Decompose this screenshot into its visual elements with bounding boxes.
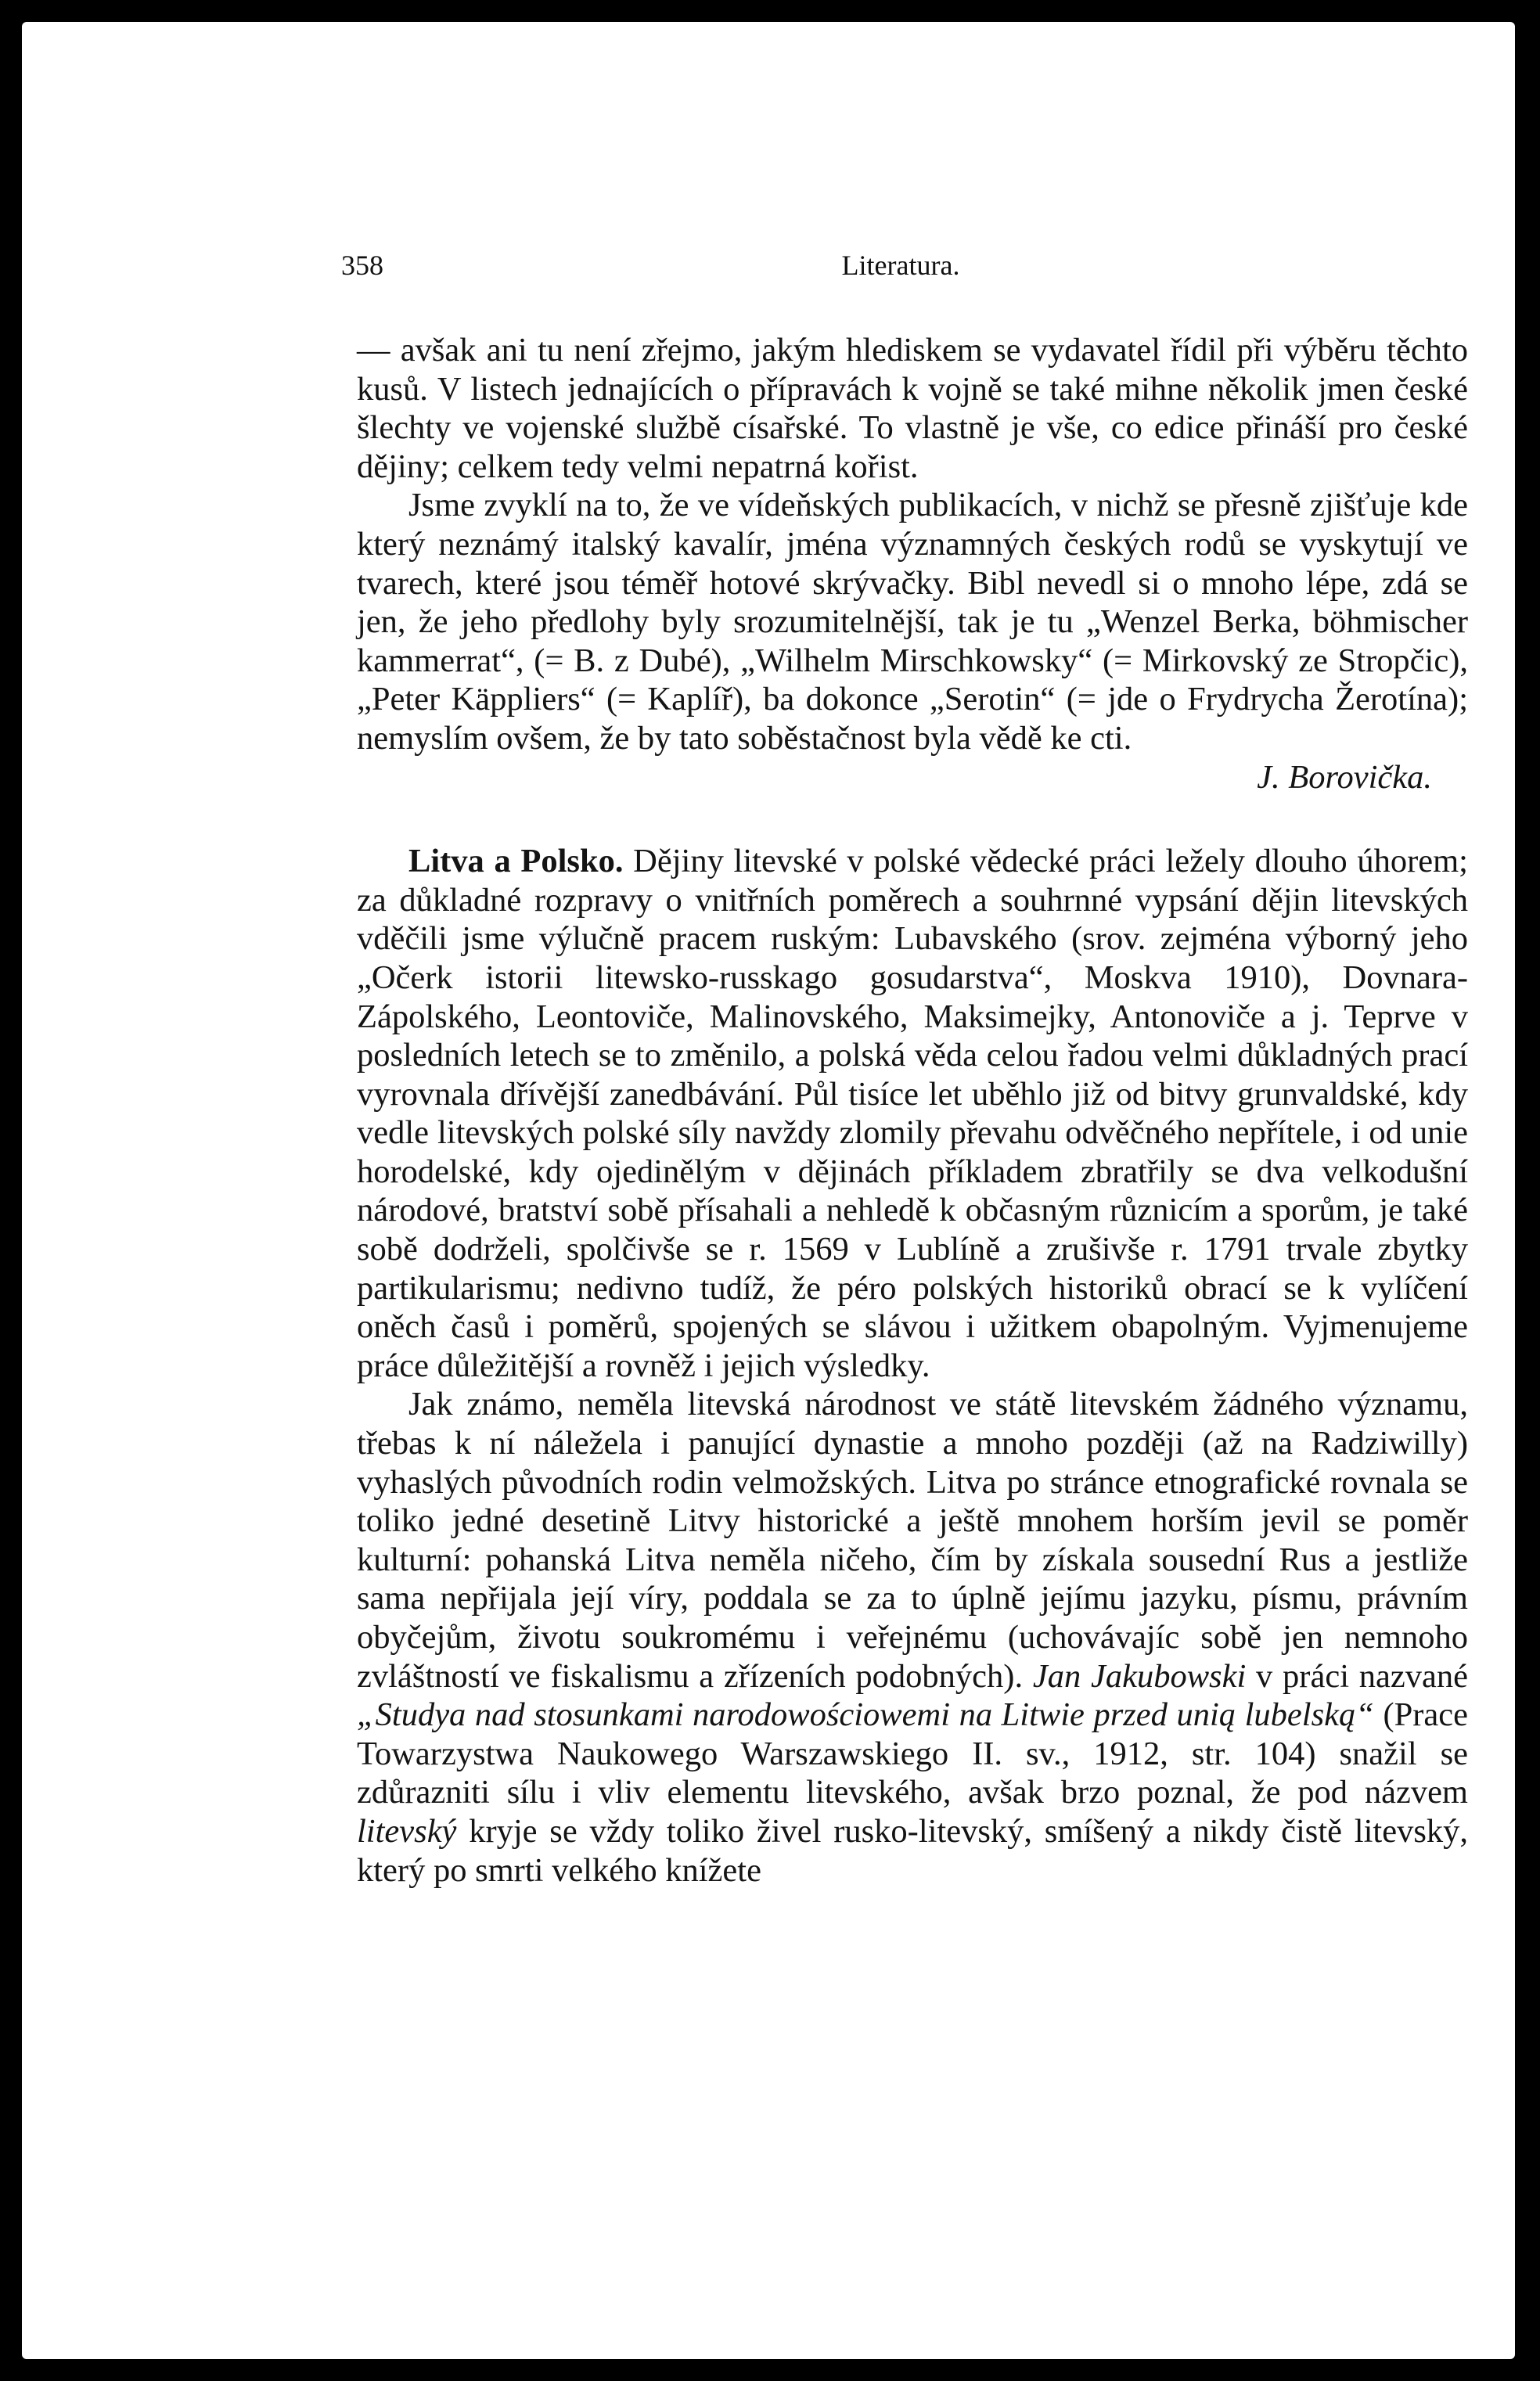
work-title: „Studya nad stosunkami narodowościowemi na Litwie przed unią lubelską“ (357, 1696, 1374, 1734)
running-title: Literatura. (841, 250, 960, 281)
author-signature: J. Borovička. (1257, 758, 1432, 796)
section-heading: Litva a Polsko. (408, 843, 624, 880)
page-sheet (22, 22, 1515, 2359)
nationality-text-end: kryje se vždy toliko živel rusko-litevský, smíšený a nikdy čistě litevský, který po smrti velkého knížete (357, 1812, 1468, 1889)
nationality-text-mid1: v práci nazvané (1246, 1657, 1468, 1695)
author-name: Jan Jakubowski (1032, 1657, 1247, 1695)
term-litevsky: litevský (357, 1812, 457, 1850)
nationality-text-start: Jak známo, neměla litevská národnost ve státě litevském žádného významu, třebas k ní náležela i panující dynastie a mnoho později (až na Radziwilly) vyhaslých původních rodin velmožských. Litva po stránce etnografické rovnala se toliko jedné desetině Litvy historické a ještě mnohem horším jevil se poměr kulturní: pohanská Litva neměla ničeho, čím by získala sousední Rus a jestliže sama nepřijala její víry, poddala se za to úplně jejímu jazyku, písmu, právním obyčejům, životu soukromému i veřejnému (uchovávajíc sobě jen nemnoho zvláštností ve fiskalismu a zřízeních podobných). (357, 1386, 1468, 1695)
section-gap (357, 797, 1468, 842)
main-text (357, 331, 1468, 1890)
paragraph-continuation: — avšak ani tu není zřejmo, jakým hlediskem se vydavatel řídil při výběru těchto kusů. V listech jednajících o přípravách k vojně se také mihne několik jmen české šlechty ve vojenské službě císařské. To vlastně je vše, co edice přináší pro české dějiny; celkem tedy velmi nepatrná kořist. (357, 332, 1468, 485)
paragraph-litva-intro-text: Dějiny litevské v polské vědecké práci ležely dlouho úhorem; za důkladné rozpravy o vnitřních poměrech a souhrnné vypsání dějin litevských vděčili jsme výlučně pracem ruským: Lubavského (srov. zejména výborný jeho „Očerk istorii litewsko-russkago gosudarstva“, Moskva 1910), Dovnara-Zápolského, Leontoviče, Malinovského, Maksimejky, Antonoviče a j. Teprve v posledních letech se to změnilo, a polská věda celou řadou velmi důkladných prací vyrovnala dřívější zanedbávání. Půl tisíce let uběhlo již od bitvy grunvaldské, kdy vedle litevských polské síly navždy zlomily převahu odvěčného nepřítele, i od unie horodelské, kdy ojedinělým v dějinách příkladem zbratřily se dva velkodušní národové, bratství sobě přísahali a nehledě k občasným různicím a sporům, je také sobě dodrželi, spolčivše se r. 1569 v Lublíně a zrušivše r. 1791 trvale zbytky partikularismu; nedivno tudíž, že péro polských historiků obrací se k vylíčení oněch časů i poměrů, spojených se slávou i užitkem obapolným. Vyjmenujeme práce důležitější a rovněž i jejich výsledky. (357, 843, 1468, 1384)
paragraph-litva-intro (357, 842, 1468, 1385)
nationality-text-mid2: (Prace Towarzystwa Naukowego Warszawskiego II. sv., 1912, str. 104) snažil se zdůrazniti sílu i vliv elementu litevského, avšak brzo poznal, že pod názvem (357, 1696, 1468, 1811)
page-header (341, 249, 1460, 296)
page-number: 358 (341, 250, 383, 281)
paragraph-publications: Jsme zvyklí na to, že ve vídeňských publikacích, v nichž se přesně zjišťuje kde který neznámý italský kavalír, jména významných českých rodů se vyskytují ve tvarech, které jsou téměř hotové skrývačky. Bibl nevedl si o mnoho lépe, zdá se jen, že jeho předlohy byly srozumitelnější, tak je tu „Wenzel Berka, böhmischer kammerrat“, (= B. z Dubé), „Wilhelm Mirschkowsky“ (= Mirkovský ze Stropčic), „Peter Käppliers“ (= Kaplíř), ba dokonce „Serotin“ (= jde o Frydrycha Žerotína); nemyslím ovšem, že by tato soběstačnost byla vědě ke cti. (357, 487, 1468, 757)
paragraph-litva-nationality (357, 1385, 1468, 1890)
